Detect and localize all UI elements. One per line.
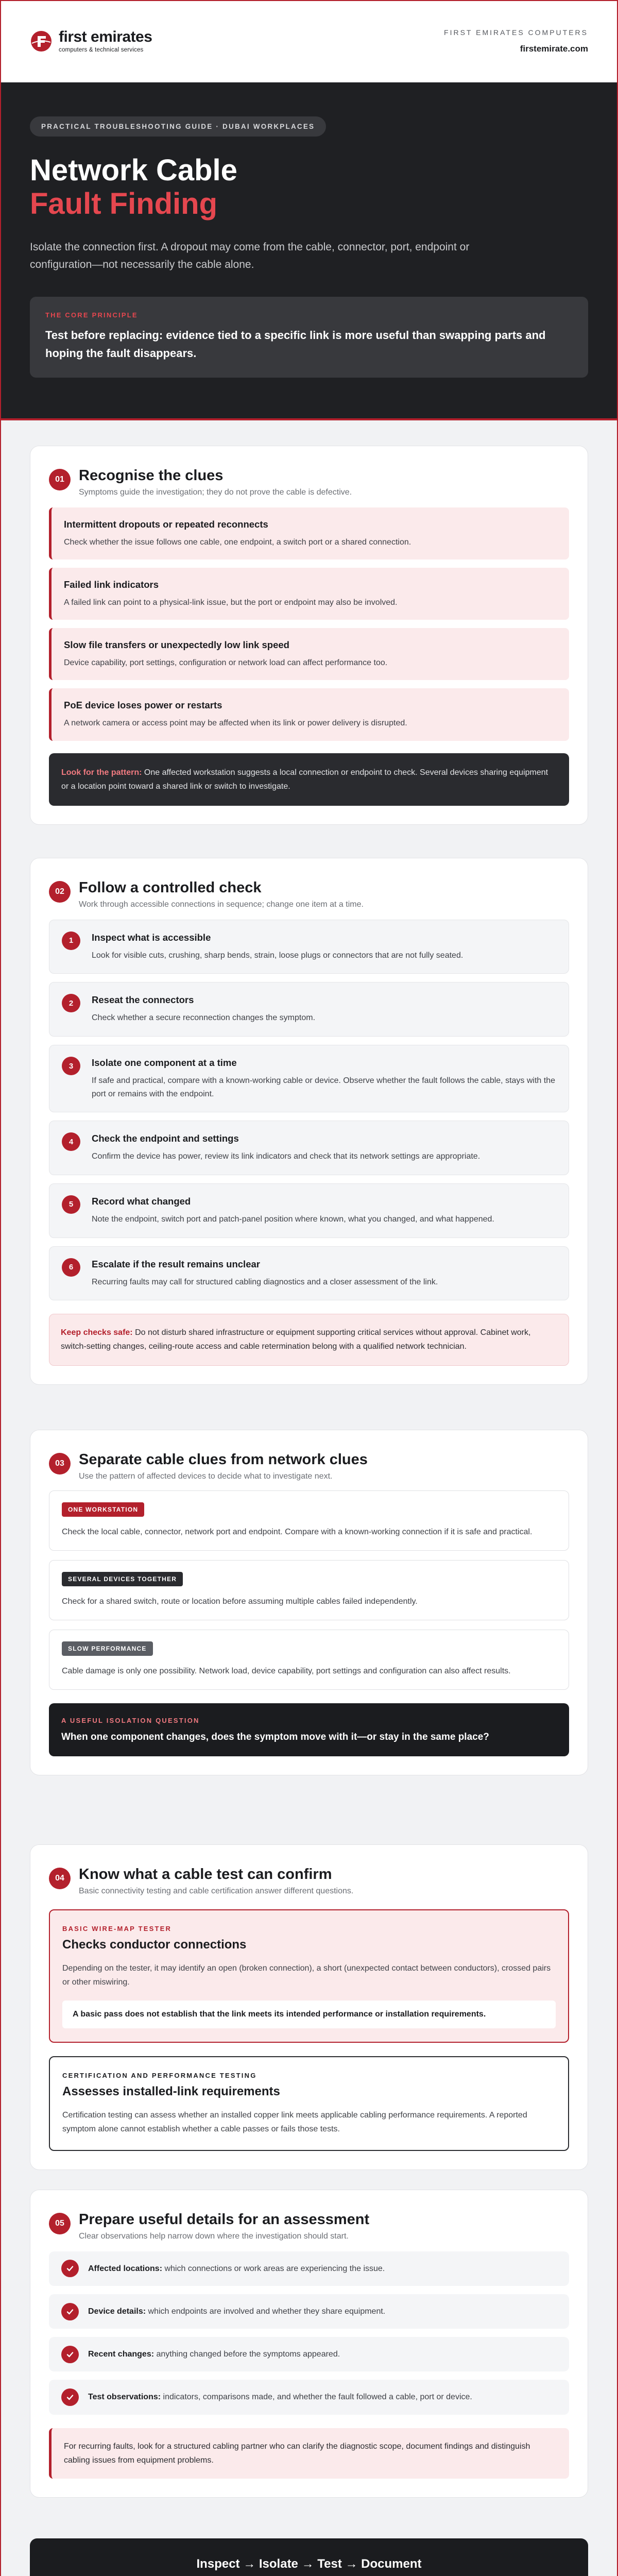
section-number: 02 [49, 881, 71, 903]
step-card [49, 920, 569, 974]
section-title: Separate cable clues from network clues [79, 1451, 368, 1468]
pattern-card [49, 1490, 569, 1551]
step-title: Isolate one component at a time [92, 1057, 237, 1069]
isolation-question-label: A USEFUL ISOLATION QUESTION [61, 1717, 200, 1725]
brand-name: first emirates [59, 28, 152, 45]
first-emirates-logo-icon [30, 30, 53, 53]
section-subtitle: Clear observations help narrow down where the investigation should start. [79, 2231, 349, 2241]
pattern-tag: SEVERAL DEVICES TOGETHER [62, 1572, 183, 1586]
section-controlled-check [30, 858, 588, 1385]
basic-tester-card [49, 1909, 569, 2043]
clue-description: Device capability, port settings, configuration or network load can affect performance too. [64, 658, 388, 668]
section-title: Know what a cable test can confirm [79, 1866, 332, 1883]
section-subtitle: Basic connectivity testing and cable certification answer different questions. [79, 1886, 354, 1895]
hero-lead: Isolate the connection first. A dropout may come from the cable, connector, port, endpoint or configuration—not necessarily the cable alone. [30, 241, 470, 270]
section-recognise-clues [30, 446, 588, 825]
test-note: A basic pass does not establish that the link meets its intended performance or installation requirements. [62, 2001, 556, 2028]
step-number: 3 [62, 1057, 80, 1075]
section-subtitle: Work through accessible connections in sequence; change one item at a time. [79, 900, 364, 909]
top-bar [0, 0, 618, 82]
pattern-tag: SLOW PERFORMANCE [62, 1641, 153, 1656]
step-description: Confirm the device has power, review its link indicators and check that its network settings are appropriate. [92, 1152, 480, 1161]
page-title: Network Cable [30, 154, 237, 187]
clue-title: Intermittent dropouts or repeated reconnects [64, 518, 268, 530]
step-number: 5 [62, 1195, 80, 1214]
pattern-description: Check for a shared switch, route or location before assuming multiple cables failed independently. [62, 1597, 418, 1606]
pattern-note-lead: Look for the pattern: [61, 768, 142, 777]
checklist-item-lead: Device details: [88, 2307, 146, 2316]
pattern-note-text: One affected workstation suggests a local connection or endpoint to check. Several devices sharing equipment or a location point toward a shared link or switch to investigate. [61, 768, 548, 791]
step-card [49, 982, 569, 1037]
step-title: Reseat the connectors [92, 994, 194, 1006]
clue-card [49, 507, 569, 560]
section-cable-test [30, 1844, 588, 2170]
section-cable-vs-network [30, 1430, 588, 1775]
checklist-item-lead: Test observations: [88, 2393, 161, 2402]
checklist-item [49, 2251, 569, 2286]
check-icon [61, 2260, 79, 2277]
step-card [49, 1183, 569, 1238]
brand-logo[interactable] [30, 29, 152, 53]
website-link[interactable]: firstemirate.com [520, 43, 588, 54]
check-icon [61, 2346, 79, 2363]
pattern-description: Check the local cable, connector, network port and endpoint. Compare with a known-working connection if it is safe and practical. [62, 1527, 533, 1536]
checklist-item [49, 2337, 569, 2371]
step-number: 2 [62, 994, 80, 1012]
checklist-item-lead: Affected locations: [88, 2264, 163, 2273]
safety-note-lead: Keep checks safe: [61, 1328, 133, 1337]
clue-description: A network camera or access point may be affected when its link or power delivery is disrupted. [64, 719, 407, 728]
step-card [49, 1121, 569, 1175]
step-card [49, 1045, 569, 1112]
section-title: Recognise the clues [79, 467, 224, 484]
safety-note-text: Do not disturb shared infrastructure or equipment supporting critical services without approval. Cabinet work, switch-setting changes, ceiling-route access and cable retermination belong with a qualified network technician. [61, 1328, 531, 1351]
isolation-question [49, 1703, 569, 1756]
core-principle-card [30, 297, 588, 378]
hero [0, 82, 618, 420]
footer-banner [30, 2538, 588, 2576]
test-title: Assesses installed-link requirements [62, 2084, 280, 2099]
test-description: Certification testing can assess whether an installed copper link meets applicable cabling performance requirements. A reported symptom alone cannot establish whether a cable passes or fails those tests. [62, 2111, 527, 2134]
section-subtitle: Use the pattern of affected devices to decide what to investigate next. [79, 1471, 333, 1481]
pattern-description: Cable damage is only one possibility. Network load, device capability, port settings and configuration can also affect results. [62, 1667, 511, 1676]
clue-title: Slow file transfers or unexpectedly low link speed [64, 639, 289, 651]
section-title: Prepare useful details for an assessment [79, 2211, 370, 2228]
checklist-item [49, 2380, 569, 2414]
pattern-card [49, 1560, 569, 1620]
test-label: BASIC WIRE-MAP TESTER [62, 1924, 172, 1933]
footer-title: Inspect → Isolate → Test → Document [196, 2557, 422, 2571]
section-number: 05 [49, 2213, 71, 2234]
section-title: Follow a controlled check [79, 879, 262, 896]
step-description: If safe and practical, compare with a known-working cable or device. Observe whether the fault follows the cable, stays with the port or remains with the endpoint. [92, 1076, 555, 1098]
step-card [49, 1246, 569, 1301]
checklist-item-text: indicators, comparisons made, and whether the fault followed a cable, port or device. [161, 2393, 472, 2402]
test-title: Checks conductor connections [62, 1937, 247, 1952]
step-description: Recurring faults may call for structured cabling diagnostics and a closer assessment of the link. [92, 1277, 438, 1286]
test-label: CERTIFICATION AND PERFORMANCE TESTING [62, 2072, 257, 2080]
core-principle-label: THE CORE PRINCIPLE [45, 311, 138, 319]
section-number: 01 [49, 469, 71, 490]
section-subtitle: Symptoms guide the investigation; they do not prove the cable is defective. [79, 487, 352, 497]
clue-title: PoE device loses power or restarts [64, 700, 222, 711]
clue-description: A failed link can point to a physical-link issue, but the port or endpoint may also be involved. [64, 598, 398, 607]
check-icon [61, 2303, 79, 2320]
clue-card [49, 628, 569, 680]
section-number: 03 [49, 1453, 71, 1475]
step-title: Record what changed [92, 1195, 191, 1207]
core-principle-text: Test before replacing: evidence tied to a specific link is more useful than swapping parts and hoping the fault disappears. [45, 329, 546, 360]
step-description: Note the endpoint, switch port and patch-panel position where known, what you changed, and what happened. [92, 1215, 494, 1224]
pattern-card [49, 1630, 569, 1690]
clue-title: Failed link indicators [64, 579, 159, 590]
certification-card [49, 2056, 569, 2150]
clue-card [49, 688, 569, 740]
step-title: Inspect what is accessible [92, 931, 211, 943]
clue-card [49, 568, 569, 620]
test-description: Depending on the tester, it may identify an open (broken connection), a short (unexpected contact between conductors), crossed pairs or other miswiring. [62, 1963, 551, 1987]
page-title-accent: Fault Finding [30, 187, 218, 221]
pattern-tag: ONE WORKSTATION [62, 1502, 144, 1517]
partner-note: For recurring faults, look for a structured cabling partner who can clarify the diagnostic scope, document findings and distinguish cabling issues from equipment problems. [49, 2428, 569, 2479]
checklist-item [49, 2294, 569, 2329]
checklist-item-lead: Recent changes: [88, 2350, 154, 2359]
checklist-item-text: anything changed before the symptoms appeared. [154, 2350, 340, 2359]
brand-tagline: computers & technical services [59, 46, 144, 53]
step-title: Escalate if the result remains unclear [92, 1258, 260, 1269]
safety-note [49, 1314, 569, 1365]
checklist-item-text: which endpoints are involved and whether they share equipment. [146, 2307, 386, 2316]
guide-badge: PRACTICAL TROUBLESHOOTING GUIDE · DUBAI WORKPLACES [30, 116, 326, 137]
step-number: 4 [62, 1132, 80, 1151]
step-title: Check the endpoint and settings [92, 1133, 239, 1144]
section-number: 04 [49, 1868, 71, 1889]
check-icon [61, 2388, 79, 2406]
section-assessment-details [30, 2190, 588, 2498]
company-name: FIRST EMIRATES COMPUTERS [444, 28, 588, 37]
step-number: 1 [62, 931, 80, 950]
step-number: 6 [62, 1258, 80, 1277]
checklist-item-text: which connections or work areas are experiencing the issue. [162, 2264, 385, 2273]
isolation-question-text: When one component changes, does the symptom move with it—or stay in the same place? [61, 1732, 489, 1743]
clue-description: Check whether the issue follows one cable, one endpoint, a switch port or a shared connection. [64, 537, 411, 547]
pattern-note [49, 753, 569, 806]
step-description: Check whether a secure reconnection changes the symptom. [92, 1013, 316, 1023]
step-description: Look for visible cuts, crushing, sharp bends, strain, loose plugs or connectors that are not fully seated. [92, 951, 464, 960]
